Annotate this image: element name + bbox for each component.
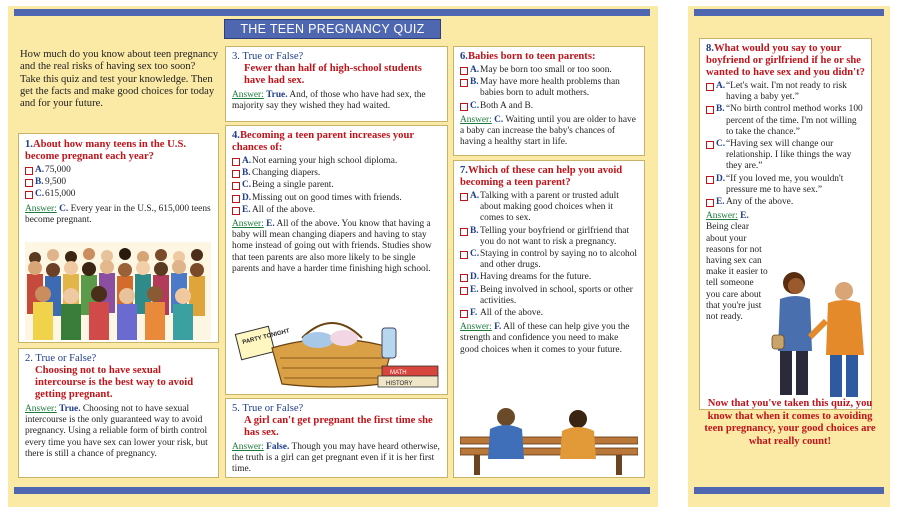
true-false-label: True or False? [242,51,304,62]
option-e[interactable]: E. Being involved in school, sports or other activities. [460,285,638,307]
checkbox [25,167,33,175]
option-a[interactable]: A. Talking with a parent or trusted adult about making good choices when it comes to sex. [460,191,638,225]
question-2-card [18,348,219,478]
bottom-bar-side [694,487,884,494]
checkbox [460,274,468,282]
options-list [460,65,638,112]
options-list [706,81,865,208]
answer-line: Answer: F. All of these can help give you the strength and confidence you need to make good choices when it comes to your future. [460,322,630,355]
intro-text: How much do you know about teen pregnancy and the real risks of having sex too soon? Take this quiz and test your knowledge. Then get the facts and make good choices for today and for your future. [20,49,218,110]
option-b[interactable]: B. Telling your boyfriend or girlfriend that you do not want to risk a pregnancy. [460,226,638,248]
laundry-basket-illustration [232,308,440,390]
question-8-card [699,38,872,410]
question-number: 1. [25,139,33,150]
checkbox [460,103,468,111]
closing-message: Now that you've taken this quiz, you know that when it comes to avoiding teen pregnancy, your good choices are what really count! [704,398,876,447]
answer-line: Answer: C. Every year in the U.S., 615,000 teens become pregnant. [25,203,211,225]
question-text: Which of these can help you avoid becoming a teen parent? [460,165,623,188]
option-a[interactable]: A. May be born too small or too soon. [460,65,638,76]
checkbox [25,191,33,199]
page-title: THE TEEN PREGNANCY QUIZ [224,19,441,39]
question-7-card [453,160,645,478]
question-text: Babies born to teen parents: [467,51,596,62]
answer-line: Answer: C. Waiting until you are older to have a baby can increase the baby's chances of having a healthy start in life. [460,114,636,148]
checkbox [460,310,468,318]
option-a[interactable]: A. Not earning your high school diploma. [232,156,441,167]
answer-line: Answer: True. And, of those who have had sex, the majority say they wished they had waited. [232,90,426,112]
options-list [25,165,212,201]
option-a[interactable]: A. 75,000 [25,165,212,176]
checkbox [232,195,240,203]
bottle [382,328,396,358]
option-e[interactable]: E. All of the above. [232,205,441,216]
option-c[interactable]: C. “Having sex will change our relationship. I like things the way they are.” [706,139,865,173]
top-bar-side [694,9,884,16]
party-sign-text: PARTY TONIGHT [241,328,291,346]
couple-on-bench-illustration [460,407,638,475]
question-3-card [225,46,448,122]
question-text: Fewer than half of high-school students have had sex. [244,63,422,86]
checkbox [460,251,468,259]
question-1-card [18,133,219,343]
question-text: A girl can't get pregnant the first time she has sex. [244,415,433,438]
books [378,366,438,387]
basket [272,323,392,387]
book-history-label: HISTORY [386,381,413,387]
bottom-bar-main [14,487,650,494]
answer-line: Answer: E. Being clear about your reasons for not having sex can make it easier to tell someone you care about that you're just not ready. [706,211,768,323]
option-d[interactable]: D. Missing out on good times with friends. [232,193,441,204]
true-false-label: True or False? [35,353,97,364]
option-c[interactable]: C. Both A and B. [460,101,638,112]
question-4-card [225,125,448,395]
option-c[interactable]: C. Being a single parent. [232,180,441,191]
checkbox [25,179,33,187]
checkbox [460,193,468,201]
answer-line: Answer: E. All of the above. You know that having a baby will mean changing diapers and having to stay home instead of going out with friends. Studies show that teen parents are also more likely to be single parents and have a harder time finishing high school. [232,219,432,274]
checkbox [706,106,714,114]
true-false-label: True or False? [242,403,304,414]
checkbox [232,170,240,178]
options-list [232,156,441,216]
option-d[interactable]: D. Having dreams for the future. [460,272,638,283]
checkbox [232,182,240,190]
checkbox [232,207,240,215]
question-number: 6. [460,51,468,62]
question-number: 5. [232,403,240,414]
option-e[interactable]: E. Any of the above. [706,197,865,208]
option-b[interactable]: B. Changing diapers. [232,168,441,179]
question-number: 8. [706,43,714,54]
two-teens-talking-illustration [766,267,870,403]
boy-with-jacket [810,282,864,397]
checkbox [460,79,468,87]
question-text: Becoming a teen parent increases your chances of: [232,130,414,153]
option-c[interactable]: C. 615,000 [25,189,212,200]
option-d[interactable]: D. “If you loved me, you wouldn't pressure me to have sex.” [706,174,865,196]
question-text: What would you say to your boyfriend or girlfriend if he or she wanted to have sex and you didn't? [706,43,865,78]
question-text: Choosing not to have sexual intercourse is the best way to avoid getting pregnant. [35,365,194,400]
crowd-of-teens-illustration [25,242,211,340]
checkbox [706,141,714,149]
answer-line: Answer: False. Though you may have heard otherwise, the truth is a girl can get pregnant even if it is her first time. [232,442,440,475]
question-5-card [225,398,448,478]
question-number: 7. [460,165,468,176]
options-list [460,191,638,319]
answer-line: Answer: True. Choosing not to have sexual intercourse is the only guaranteed way to avoid pregnancy. Using a reliable form of birth control every time you have sex can lower your risk, but there is still a chance of pregnancy. [25,404,208,459]
checkbox [460,228,468,236]
girl-with-purse [772,272,812,395]
option-a[interactable]: A. “Let's wait. I'm not ready to risk having a baby yet.” [706,81,865,103]
checkbox [232,158,240,166]
question-6-card [453,46,645,156]
option-c[interactable]: C. Staying in control by saying no to alcohol and other drugs. [460,249,638,271]
option-b[interactable]: B. “No birth control method works 100 percent of the time. I'm not willing to take the chance.” [706,104,865,138]
question-number: 2. [25,353,33,364]
question-number: 3. [232,51,240,62]
question-text: About how many teens in the U.S. become pregnant each year? [25,139,186,162]
checkbox [460,67,468,75]
checkbox [706,176,714,184]
option-b[interactable]: B. 9,500 [25,177,212,188]
book-math-label: MATH [390,370,407,376]
checkbox [706,199,714,207]
option-b[interactable]: B. May have more health problems than babies born to adult mothers. [460,77,638,99]
option-f[interactable]: F. All of the above. [460,308,638,319]
top-bar-main [14,9,650,16]
checkbox [706,83,714,91]
question-number: 4. [232,130,240,141]
checkbox [460,287,468,295]
